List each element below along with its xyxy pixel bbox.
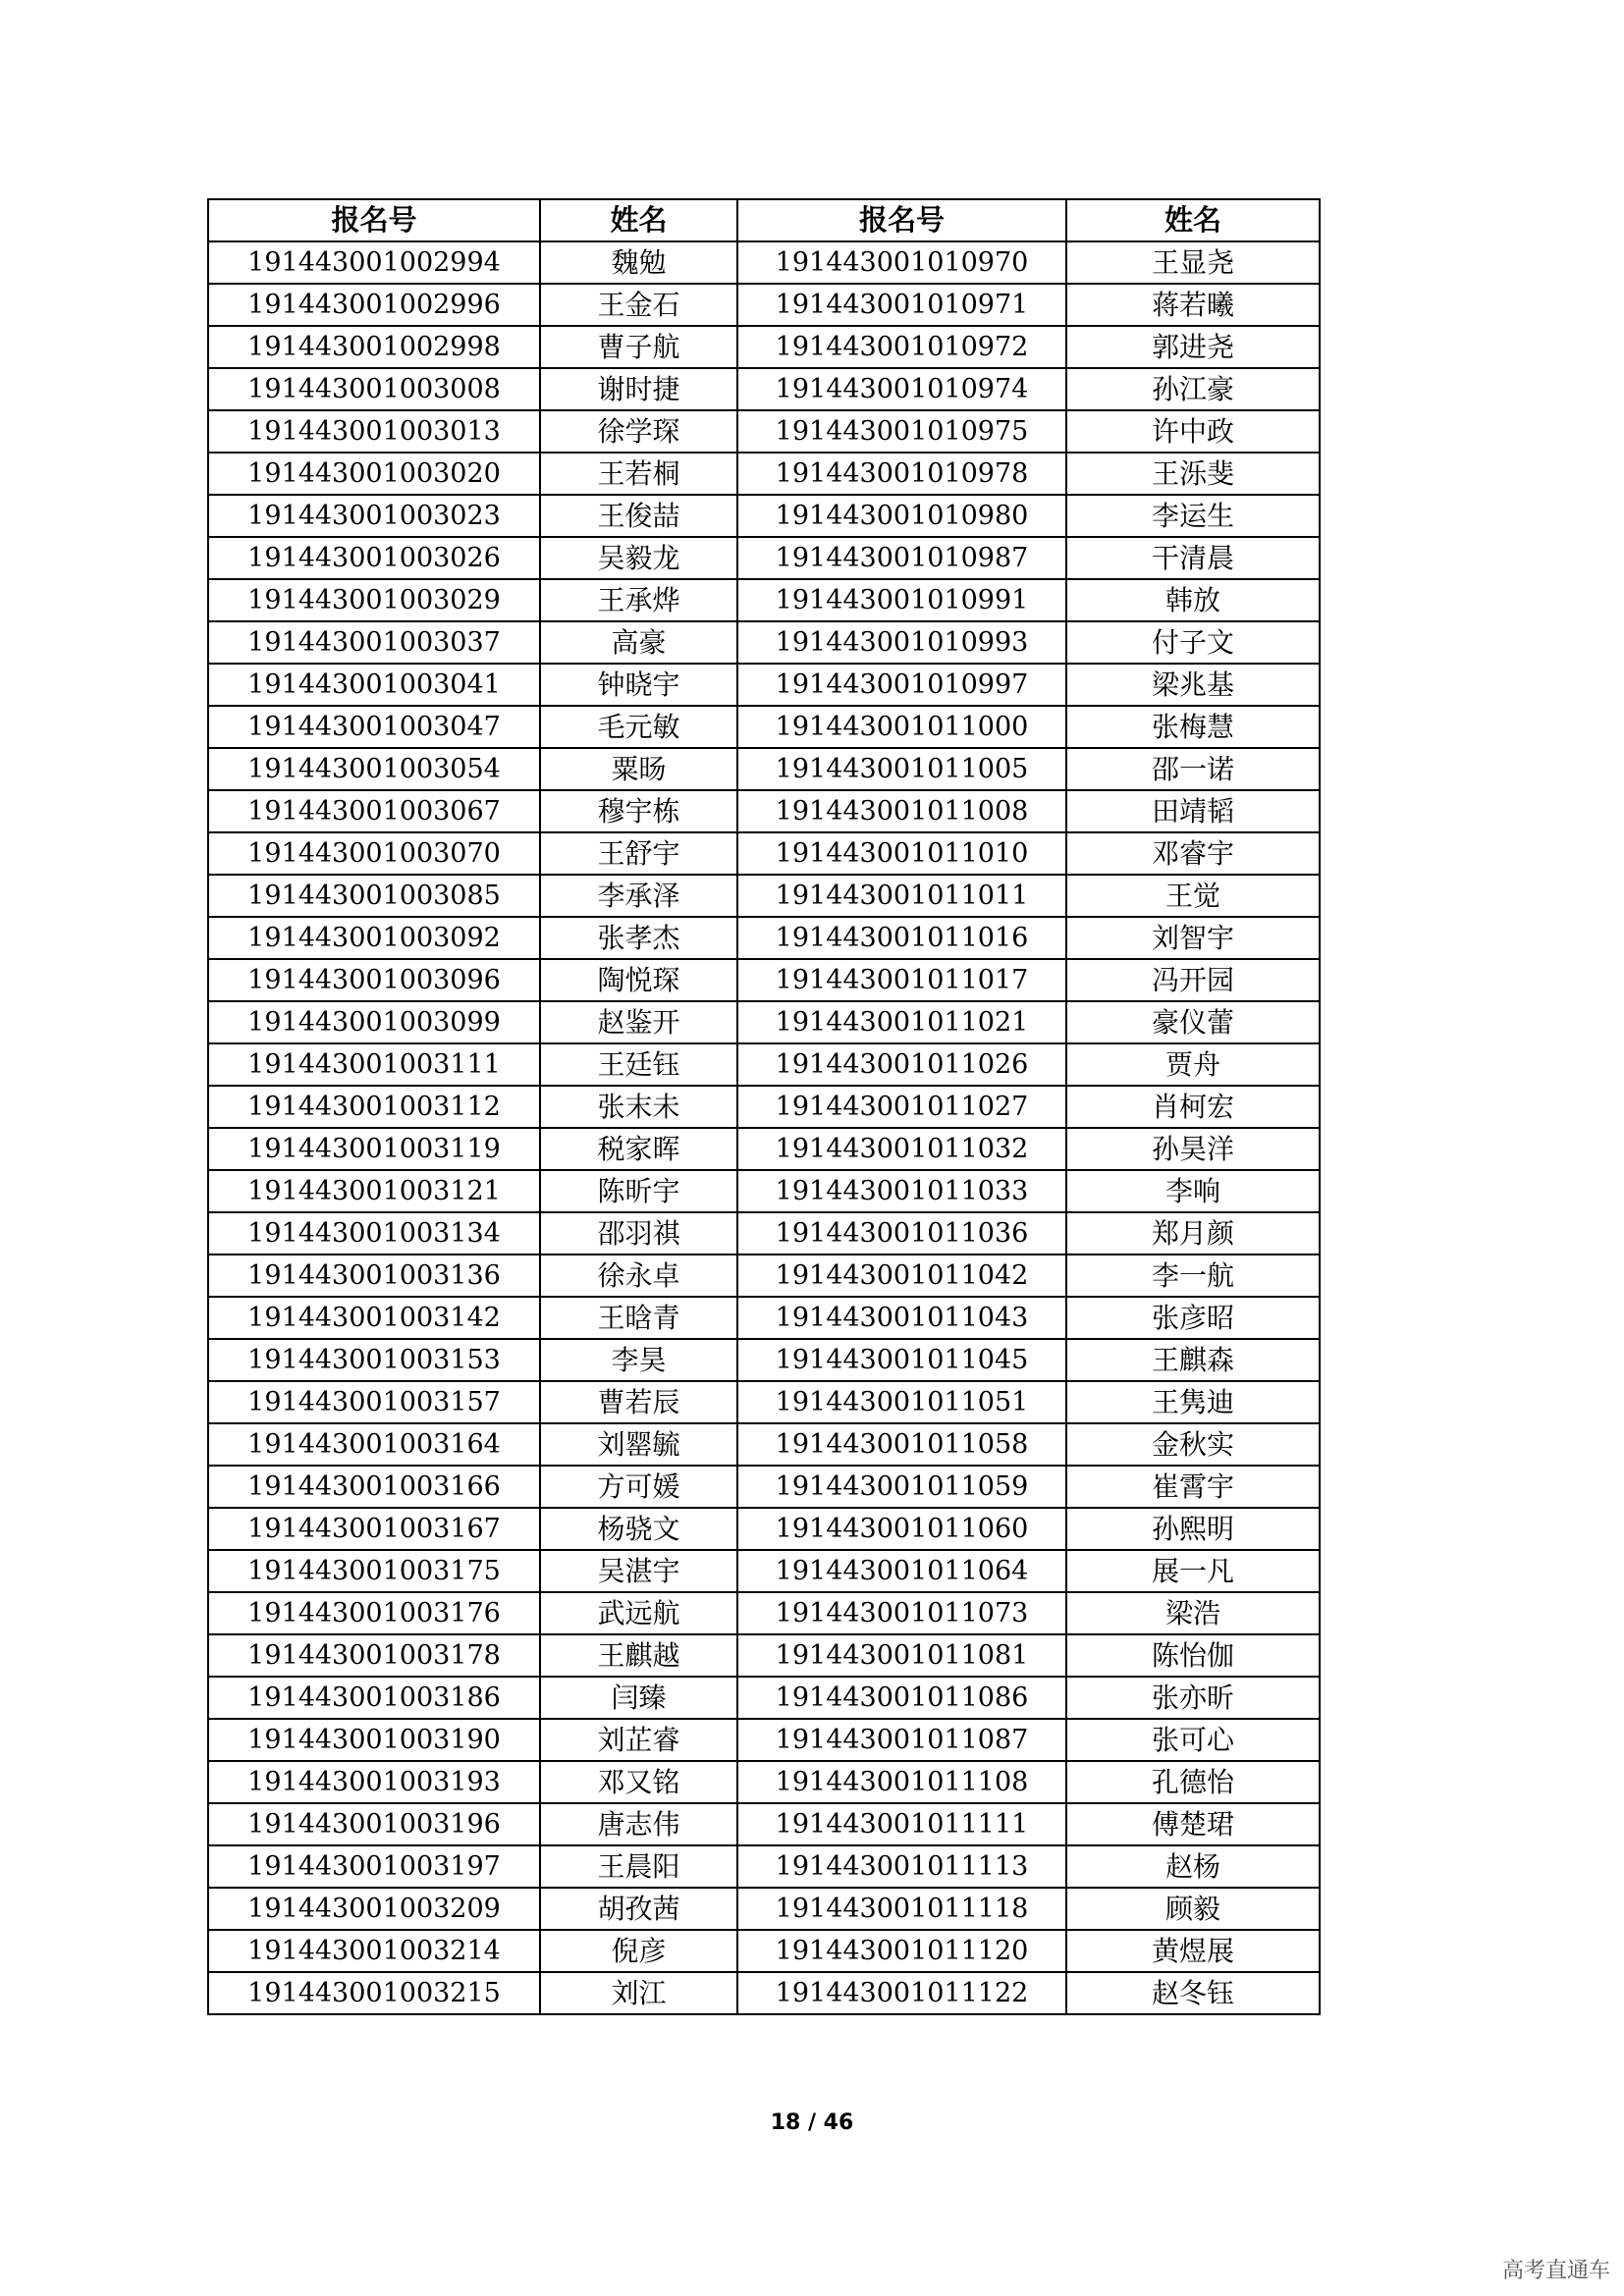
name-cell: 梁浩	[1066, 1592, 1320, 1634]
name-cell: 闫臻	[540, 1677, 737, 1719]
name-cell: 赵冬钰	[1066, 1972, 1320, 2014]
name-cell: 冯开园	[1066, 959, 1320, 1001]
registration-number-cell: 191443001003013	[208, 410, 540, 453]
name-cell: 郑月颜	[1066, 1212, 1320, 1255]
registration-number-cell: 191443001003142	[208, 1297, 540, 1339]
table-row	[208, 1930, 1320, 1972]
registration-number-cell: 191443001011045	[737, 1339, 1066, 1381]
name-cell: 蒋若曦	[1066, 284, 1320, 326]
table-row	[208, 1761, 1320, 1803]
registration-number-cell: 191443001011060	[737, 1508, 1066, 1550]
registration-number-cell: 191443001010970	[737, 241, 1066, 284]
name-cell: 干清晨	[1066, 537, 1320, 579]
name-cell: 孙江豪	[1066, 368, 1320, 410]
name-cell: 吴湛宇	[540, 1550, 737, 1592]
registration-number-cell: 191443001003197	[208, 1845, 540, 1888]
name-cell: 李承泽	[540, 875, 737, 917]
name-cell: 孙熙明	[1066, 1508, 1320, 1550]
table-row	[208, 1043, 1320, 1086]
registration-number-cell: 191443001010987	[737, 537, 1066, 579]
name-cell: 张可心	[1066, 1719, 1320, 1761]
name-cell: 曹子航	[540, 326, 737, 368]
table-row	[208, 410, 1320, 453]
name-cell: 李运生	[1066, 495, 1320, 537]
name-cell: 黄煜展	[1066, 1930, 1320, 1972]
table-row	[208, 917, 1320, 959]
registration-number-cell: 191443001011108	[737, 1761, 1066, 1803]
name-cell: 郭进尧	[1066, 326, 1320, 368]
registration-number-cell: 191443001011043	[737, 1297, 1066, 1339]
registration-number-cell: 191443001010993	[737, 621, 1066, 664]
registration-number-cell: 191443001003054	[208, 748, 540, 790]
name-cell: 许中政	[1066, 410, 1320, 453]
name-cell: 唐志伟	[540, 1803, 737, 1845]
name-cell: 陶悦琛	[540, 959, 737, 1001]
name-cell: 方可媛	[540, 1466, 737, 1508]
registration-number-cell: 191443001003041	[208, 664, 540, 706]
name-cell: 倪彦	[540, 1930, 737, 1972]
name-cell: 肖柯宏	[1066, 1086, 1320, 1128]
name-cell: 王若桐	[540, 453, 737, 495]
registration-number-cell: 191443001011027	[737, 1086, 1066, 1128]
roster-table	[207, 198, 1321, 2015]
table-row	[208, 284, 1320, 326]
name-cell: 贾舟	[1066, 1043, 1320, 1086]
registration-number-cell: 191443001011000	[737, 706, 1066, 748]
name-cell: 王舒宇	[540, 832, 737, 875]
header-name: 姓名	[1066, 199, 1320, 241]
registration-number-cell: 191443001011005	[737, 748, 1066, 790]
name-cell: 韩放	[1066, 579, 1320, 621]
name-cell: 刘江	[540, 1972, 737, 2014]
name-cell: 陈昕宇	[540, 1170, 737, 1212]
table-row	[208, 1803, 1320, 1845]
name-cell: 孙昊洋	[1066, 1128, 1320, 1170]
registration-number-cell: 191443001010978	[737, 453, 1066, 495]
name-cell: 王隽迪	[1066, 1381, 1320, 1423]
registration-number-cell: 191443001011064	[737, 1550, 1066, 1592]
registration-number-cell: 191443001011051	[737, 1381, 1066, 1423]
registration-number-cell: 191443001011042	[737, 1255, 1066, 1297]
registration-number-cell: 191443001003186	[208, 1677, 540, 1719]
name-cell: 王俊喆	[540, 495, 737, 537]
name-cell: 王麒越	[540, 1634, 737, 1677]
registration-number-cell: 191443001011081	[737, 1634, 1066, 1677]
roster-table-body	[208, 241, 1320, 2014]
registration-number-cell: 191443001010974	[737, 368, 1066, 410]
name-cell: 胡孜茜	[540, 1888, 737, 1930]
name-cell: 张亦昕	[1066, 1677, 1320, 1719]
name-cell: 徐永卓	[540, 1255, 737, 1297]
table-row	[208, 832, 1320, 875]
registration-number-cell: 191443001011087	[737, 1719, 1066, 1761]
table-row	[208, 1550, 1320, 1592]
registration-number-cell: 191443001003008	[208, 368, 540, 410]
name-cell: 王泺斐	[1066, 453, 1320, 495]
registration-number-cell: 191443001010975	[737, 410, 1066, 453]
registration-number-cell: 191443001011017	[737, 959, 1066, 1001]
name-cell: 孔德怡	[1066, 1761, 1320, 1803]
name-cell: 高豪	[540, 621, 737, 664]
name-cell: 毛元敏	[540, 706, 737, 748]
name-cell: 刘芷睿	[540, 1719, 737, 1761]
table-row	[208, 875, 1320, 917]
name-cell: 曹若辰	[540, 1381, 737, 1423]
table-row	[208, 1888, 1320, 1930]
name-cell: 王晗青	[540, 1297, 737, 1339]
name-cell: 刘罂毓	[540, 1423, 737, 1466]
name-cell: 李响	[1066, 1170, 1320, 1212]
registration-number-cell: 191443001003111	[208, 1043, 540, 1086]
registration-number-cell: 191443001003176	[208, 1592, 540, 1634]
table-row	[208, 1086, 1320, 1128]
name-cell: 武远航	[540, 1592, 737, 1634]
table-row	[208, 495, 1320, 537]
table-row	[208, 1719, 1320, 1761]
name-cell: 邓睿宇	[1066, 832, 1320, 875]
registration-number-cell: 191443001011010	[737, 832, 1066, 875]
table-row	[208, 1423, 1320, 1466]
name-cell: 谢时捷	[540, 368, 737, 410]
registration-number-cell: 191443001003134	[208, 1212, 540, 1255]
name-cell: 张梅慧	[1066, 706, 1320, 748]
name-cell: 张末未	[540, 1086, 737, 1128]
registration-number-cell: 191443001003153	[208, 1339, 540, 1381]
registration-number-cell: 191443001011008	[737, 790, 1066, 832]
table-row	[208, 1255, 1320, 1297]
name-cell: 穆宇栋	[540, 790, 737, 832]
registration-number-cell: 191443001003193	[208, 1761, 540, 1803]
table-row	[208, 326, 1320, 368]
registration-number-cell: 191443001003164	[208, 1423, 540, 1466]
registration-number-cell: 191443001003178	[208, 1634, 540, 1677]
registration-number-cell: 191443001002998	[208, 326, 540, 368]
registration-number-cell: 191443001011073	[737, 1592, 1066, 1634]
name-cell: 田靖韬	[1066, 790, 1320, 832]
registration-number-cell: 191443001003175	[208, 1550, 540, 1592]
table-row	[208, 790, 1320, 832]
registration-number-cell: 191443001011016	[737, 917, 1066, 959]
table-row	[208, 748, 1320, 790]
registration-number-cell: 191443001011120	[737, 1930, 1066, 1972]
registration-number-cell: 191443001011032	[737, 1128, 1066, 1170]
name-cell: 邓又铭	[540, 1761, 737, 1803]
table-row	[208, 1845, 1320, 1888]
table-row	[208, 241, 1320, 284]
name-cell: 杨骁文	[540, 1508, 737, 1550]
name-cell: 王金石	[540, 284, 737, 326]
name-cell: 王晨阳	[540, 1845, 737, 1888]
name-cell: 吴毅龙	[540, 537, 737, 579]
registration-number-cell: 191443001003215	[208, 1972, 540, 2014]
name-cell: 邵羽祺	[540, 1212, 737, 1255]
name-cell: 钟晓宇	[540, 664, 737, 706]
registration-number-cell: 191443001011021	[737, 1001, 1066, 1043]
name-cell: 豪仪蕾	[1066, 1001, 1320, 1043]
table-row	[208, 1466, 1320, 1508]
table-row	[208, 1381, 1320, 1423]
table-header-row	[208, 199, 1320, 241]
registration-number-cell: 191443001010972	[737, 326, 1066, 368]
name-cell: 税家晖	[540, 1128, 737, 1170]
registration-number-cell: 191443001010971	[737, 284, 1066, 326]
registration-number-cell: 191443001011026	[737, 1043, 1066, 1086]
header-registration-number: 报名号	[737, 199, 1066, 241]
registration-number-cell: 191443001003157	[208, 1381, 540, 1423]
registration-number-cell: 191443001003167	[208, 1508, 540, 1550]
name-cell: 张孝杰	[540, 917, 737, 959]
registration-number-cell: 191443001011036	[737, 1212, 1066, 1255]
name-cell: 陈怡伽	[1066, 1634, 1320, 1677]
registration-number-cell: 191443001003099	[208, 1001, 540, 1043]
registration-number-cell: 191443001011033	[737, 1170, 1066, 1212]
registration-number-cell: 191443001010980	[737, 495, 1066, 537]
registration-number-cell: 191443001011059	[737, 1466, 1066, 1508]
name-cell: 金秋实	[1066, 1423, 1320, 1466]
registration-number-cell: 191443001011011	[737, 875, 1066, 917]
registration-number-cell: 191443001011118	[737, 1888, 1066, 1930]
registration-number-cell: 191443001003121	[208, 1170, 540, 1212]
registration-number-cell: 191443001010997	[737, 664, 1066, 706]
table-row	[208, 706, 1320, 748]
registration-number-cell: 191443001011058	[737, 1423, 1066, 1466]
table-row	[208, 368, 1320, 410]
table-row	[208, 579, 1320, 621]
name-cell: 付子文	[1066, 621, 1320, 664]
table-row	[208, 1634, 1320, 1677]
table-row	[208, 1212, 1320, 1255]
table-row	[208, 1592, 1320, 1634]
name-cell: 展一凡	[1066, 1550, 1320, 1592]
registration-number-cell: 191443001003047	[208, 706, 540, 748]
name-cell: 赵鉴开	[540, 1001, 737, 1043]
page-number: 18 / 46	[770, 2110, 854, 2135]
table-row	[208, 959, 1320, 1001]
registration-number-cell: 191443001003026	[208, 537, 540, 579]
registration-number-cell: 191443001011086	[737, 1677, 1066, 1719]
registration-number-cell: 191443001003029	[208, 579, 540, 621]
registration-number-cell: 191443001003190	[208, 1719, 540, 1761]
registration-number-cell: 191443001003067	[208, 790, 540, 832]
name-cell: 魏勉	[540, 241, 737, 284]
table-row	[208, 1339, 1320, 1381]
table-row	[208, 1128, 1320, 1170]
table-row	[208, 1508, 1320, 1550]
registration-number-cell: 191443001003023	[208, 495, 540, 537]
table-row	[208, 453, 1320, 495]
registration-number-cell: 191443001003209	[208, 1888, 540, 1930]
registration-number-cell: 191443001003112	[208, 1086, 540, 1128]
registration-number-cell: 191443001003166	[208, 1466, 540, 1508]
header-name: 姓名	[540, 199, 737, 241]
name-cell: 顾毅	[1066, 1888, 1320, 1930]
name-cell: 崔霄宇	[1066, 1466, 1320, 1508]
table-row	[208, 1677, 1320, 1719]
table-row	[208, 1001, 1320, 1043]
name-cell: 刘智宇	[1066, 917, 1320, 959]
table-row	[208, 1297, 1320, 1339]
name-cell: 李一航	[1066, 1255, 1320, 1297]
registration-number-cell: 191443001011122	[737, 1972, 1066, 2014]
table-row	[208, 1170, 1320, 1212]
registration-number-cell: 191443001003070	[208, 832, 540, 875]
registration-number-cell: 191443001003092	[208, 917, 540, 959]
name-cell: 徐学琛	[540, 410, 737, 453]
header-registration-number: 报名号	[208, 199, 540, 241]
registration-number-cell: 191443001003020	[208, 453, 540, 495]
registration-number-cell: 191443001002994	[208, 241, 540, 284]
registration-number-cell: 191443001003196	[208, 1803, 540, 1845]
watermark: 高考直通车	[1501, 2259, 1610, 2283]
name-cell: 粟旸	[540, 748, 737, 790]
registration-number-cell: 191443001011111	[737, 1803, 1066, 1845]
table-row	[208, 621, 1320, 664]
registration-number-cell: 191443001003119	[208, 1128, 540, 1170]
name-cell: 李昊	[540, 1339, 737, 1381]
name-cell: 赵杨	[1066, 1845, 1320, 1888]
registration-number-cell: 191443001011113	[737, 1845, 1066, 1888]
registration-number-cell: 191443001003136	[208, 1255, 540, 1297]
registration-number-cell: 191443001010991	[737, 579, 1066, 621]
name-cell: 王显尧	[1066, 241, 1320, 284]
name-cell: 王觉	[1066, 875, 1320, 917]
name-cell: 梁兆基	[1066, 664, 1320, 706]
name-cell: 张彦昭	[1066, 1297, 1320, 1339]
registration-number-cell: 191443001003096	[208, 959, 540, 1001]
name-cell: 傅楚珺	[1066, 1803, 1320, 1845]
table-row	[208, 664, 1320, 706]
registration-number-cell: 191443001002996	[208, 284, 540, 326]
name-cell: 王麒森	[1066, 1339, 1320, 1381]
table-row	[208, 537, 1320, 579]
registration-number-cell: 191443001003085	[208, 875, 540, 917]
name-cell: 王廷钰	[540, 1043, 737, 1086]
name-cell: 邵一诺	[1066, 748, 1320, 790]
table-row	[208, 1972, 1320, 2014]
registration-number-cell: 191443001003214	[208, 1930, 540, 1972]
name-cell: 王承烨	[540, 579, 737, 621]
registration-number-cell: 191443001003037	[208, 621, 540, 664]
